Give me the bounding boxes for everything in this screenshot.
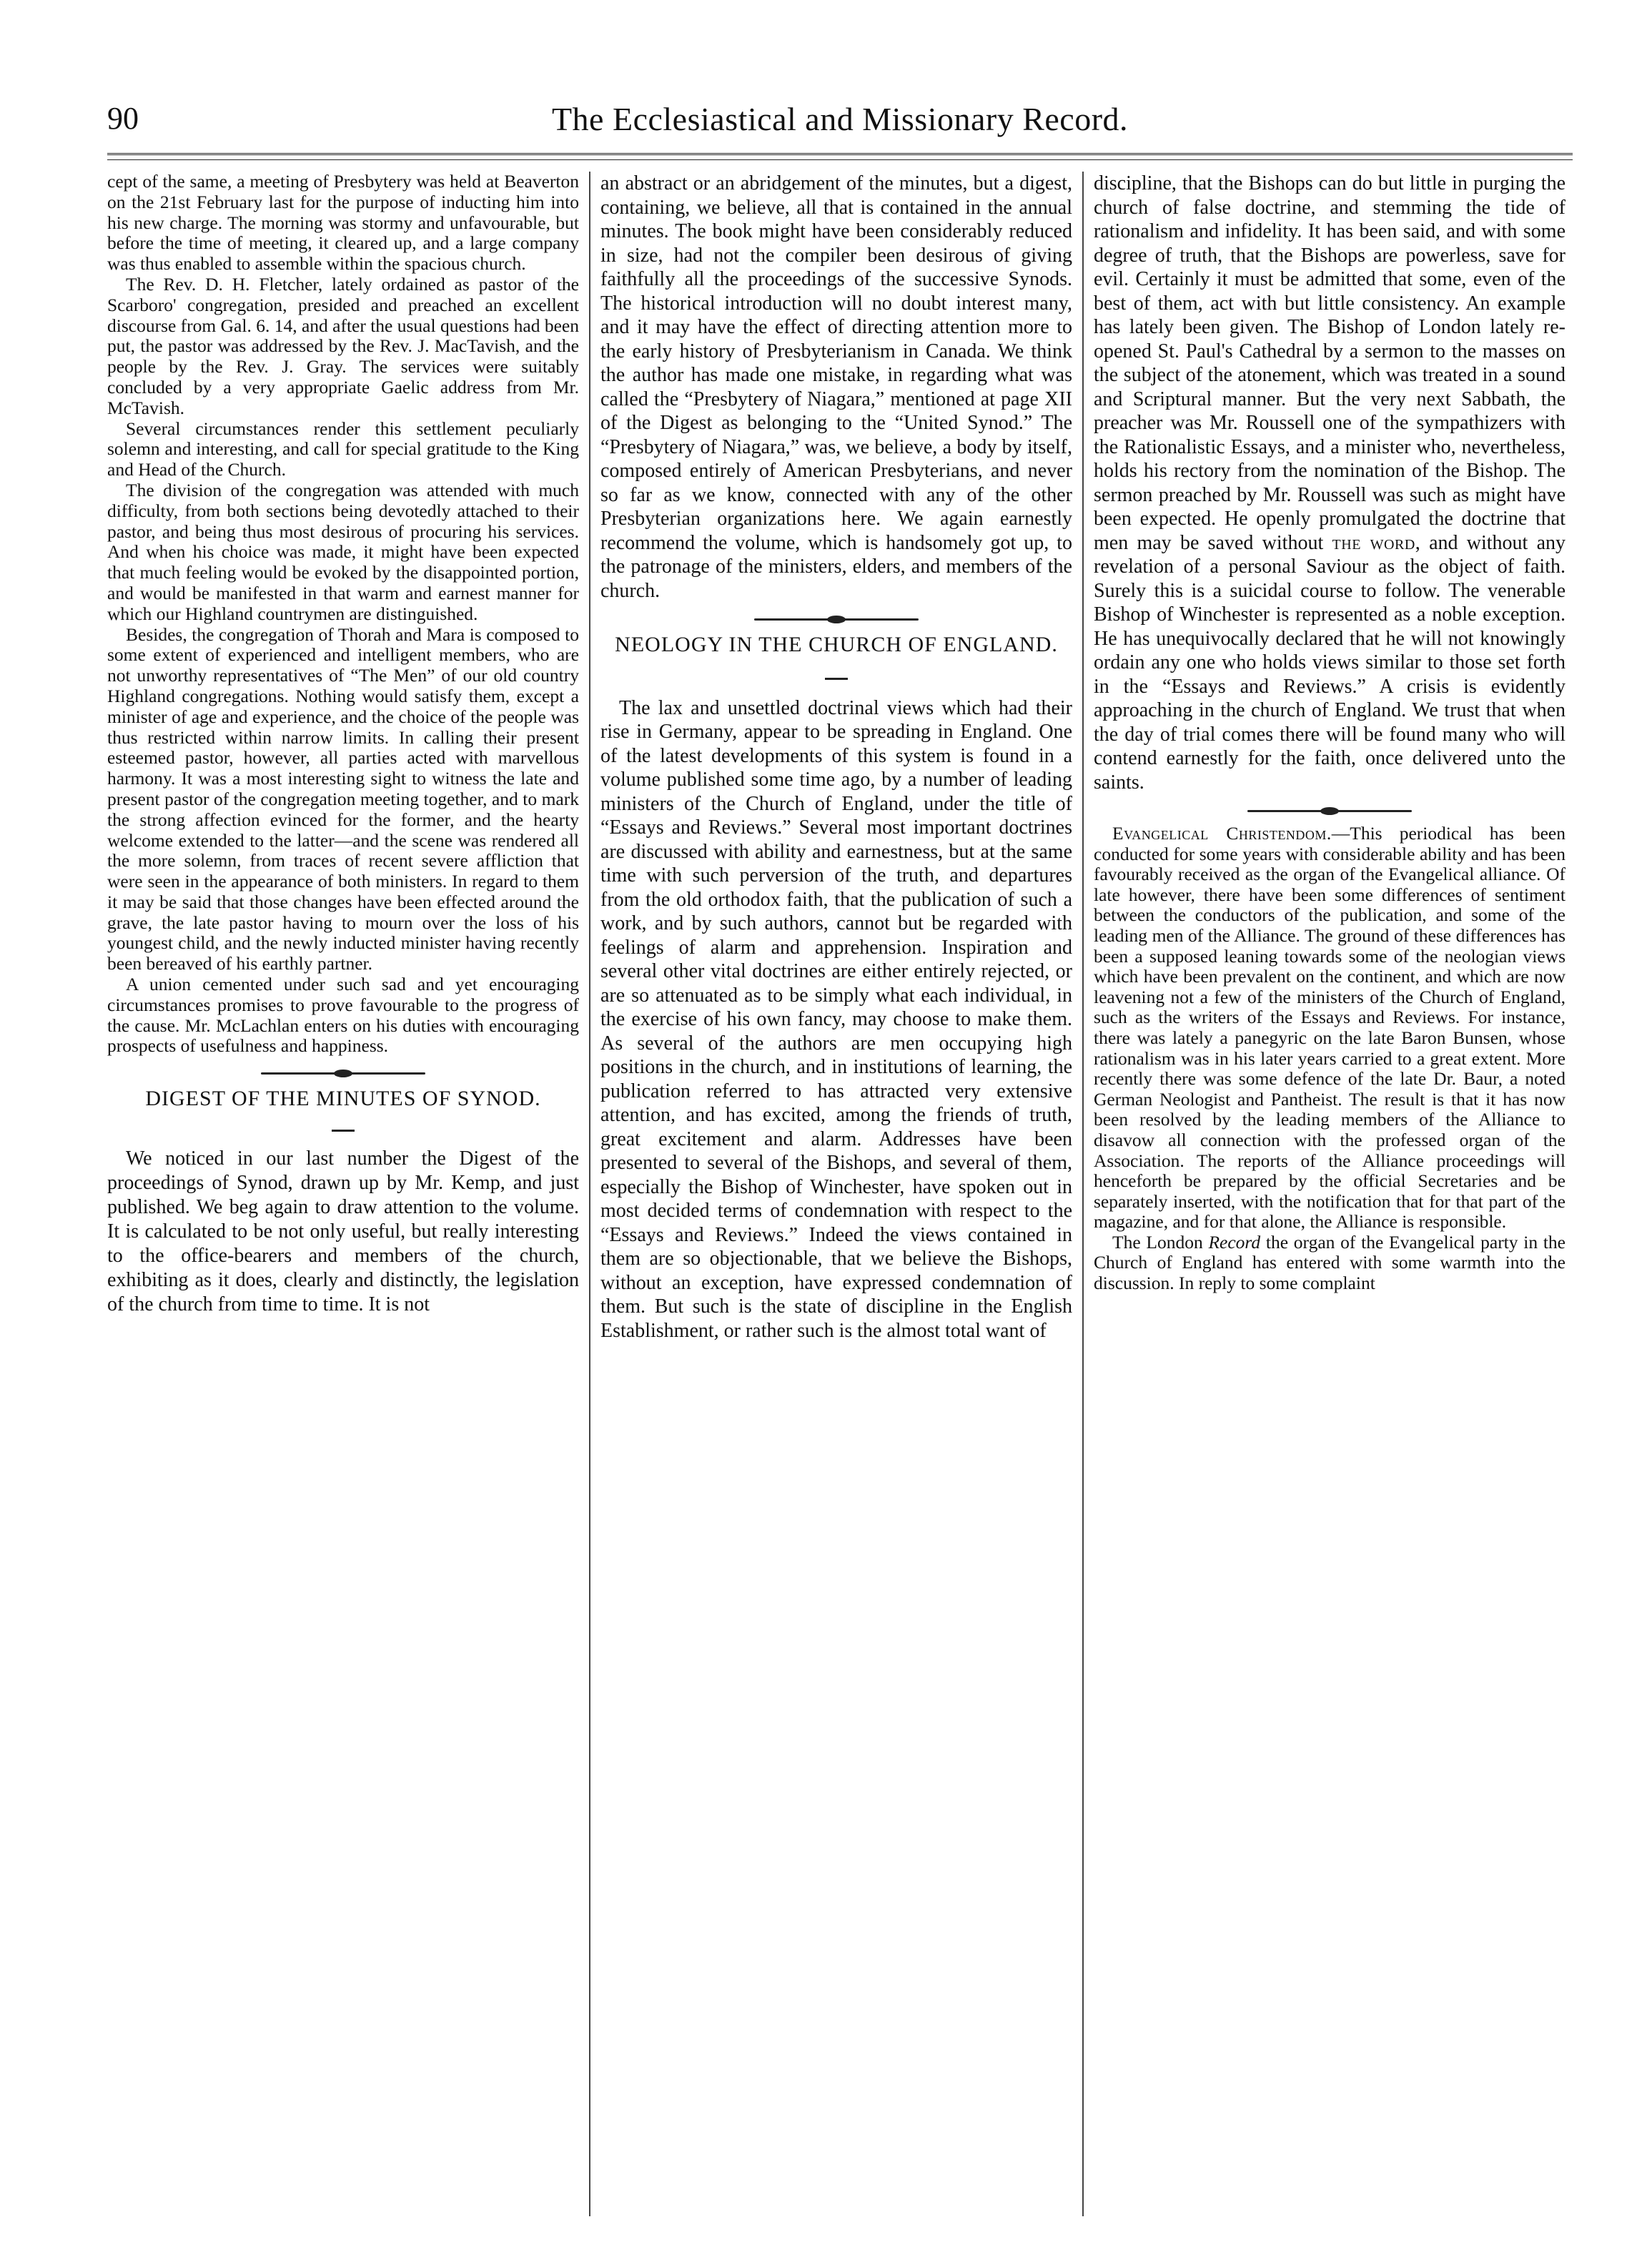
article-heading: NEOLOGY IN THE CHURCH OF ENGLAND. [615,633,1058,656]
paragraph-text: the organ of the Evangelical party in the Church of England has entered with some warmth into the discussion. In reply to some complaint [1094,1231,1566,1294]
paragraph [1094,1233,1566,1294]
column-1 [107,172,589,2216]
text-columns [107,172,1573,2216]
small-caps-phrase: the word [1332,531,1415,554]
column-2 [589,172,1082,2216]
paragraph: cept of the same, a meeting of Presbytery was held at Beaverton on the 21st February last for the purpose of inducting him into his new charge. The morning was stormy and unfavourable, but before the time of meeting, it cleared up, and a large company was thus enabled to assemble within the spacious church. [107,172,579,275]
column-3 [1082,172,1566,2216]
italic-word: Record [1208,1231,1261,1253]
paragraph: The Rev. D. H. Fletcher, lately ordained as pastor of the Scarboro' congregation, presided and preached an excellent discourse from Gal. 6. 14, and after the usual questions had been put, the pastor was addressed by the Rev. J. MacTavish, and the people by the Rev. J. Gray. The services were suitably concluded by a very appropriate Gaelic address from Mr. McTavish. [107,273,579,418]
page-number: 90 [107,101,139,136]
paragraph [1094,824,1566,1233]
paragraph-text: , and without any revelation of a personal Saviour as the object of faith. Surely this is a suicidal course to follow. The venerable Bishop of Winchester is represented as a noble exception. He has unequivocally declared that he will not knowingly ordain any one who holds views similar to those set forth in the “Essays and Reviews.” A crisis is evidently approaching in the church of England. We trust that when the day of trial comes there will be found many who will contend earnestly for the faith, once delivered unto the saints. [1094,531,1566,794]
section-separator [600,618,1072,621]
paragraph: A union cemented under such sad and yet encouraging circumstances promises to prove favourable to the progress of the cause. Mr. McLachlan enters on his duties with encouraging prospects of usefulness and happiness. [107,974,579,1057]
section-separator [107,1072,579,1075]
header-rule [107,153,1573,160]
paragraph: The division of the congregation was attended with much difficulty, from both sections being devotedly attached to their pastor, and being thus most desirous of procuring his services. And when his choice was made, it might have been expected that much feeling would be evoked by the disappointed portion, and would be manifested in that warm and earnest manner for which our Highland countrymen are distinguished. [107,479,579,624]
heading-dash [600,662,1072,686]
paragraph: an abstract or an abridgement of the minutes, but a digest, containing, we believe, all that is contained in the annual minutes. The book might have been considerably reduced in size, had not the compiler been desirous of giving faithfully all the proceedings of the successive Synods. The historical introduction will no doubt interest many, and it may have the effect of directing attention more to the early history of Presbyterianism in Canada. We think the author has made one mistake, in regarding what was called the “Presbytery of Niagara,” mentioned at page XII of the Digest as belonging to the “United Synod.” The “Presbytery of Niagara,” was, we believe, a body by itself, composed entirely of American Presbyterians, and never so far as we know, connected with any of the other Presbyterian organizations here. We again earnestly recommend the volume, which is handsomely got up, to the patronage of the ministers, elders, and members of the church. [600,172,1072,602]
paragraph: We noticed in our last number the Digest of the proceedings of Synod, drawn up by Mr. Kemp, and just published. We beg again to draw attention to the volume. It is calculated to be not only useful, but really interesting to the office-bearers and members of the church, exhibiting as it does, clearly and distinctly, the legislation of the church from time to time. It is not [107,1147,579,1316]
newspaper-page [107,100,1573,1342]
paragraph: Several circumstances render this settlement peculiarly solemn and interesting, and call for special gratitude to the King and Head of the Church. [107,418,579,480]
paragraph-text: —This periodical has been conducted for some years with considerable ability and has been favourably received as the organ of the Evangelical alliance. Of late however, there have been some differences of sentiment between the conductors of the publication, and some of the leading men of the Alliance. The ground of these differences has been a supposed leaning towards some of the neologian views which have been prevalent on the continent, and which are now leavening not a few of the ministers of the Church of England, such as the writers of the Essays and Reviews. For instance, there was lately a panegyric on the late Baron Bunsen, whose rationalism was in his later years carried to a great extent. More recently there was some defence of the late Dr. Baur, a noted German Neologist and Pantheist. The result is that it has now been resolved by the leading members of the Alliance to disavow all connection with the professed organ of the Association. The reports of the Alliance proceedings will henceforth be prepared by the official Secretaries and be separately inserted, with the notification that for that part of the magazine, and for that alone, the Alliance is responsible. [1094,823,1566,1233]
article-heading: DIGEST OF THE MINUTES OF SYNOD. [145,1087,541,1111]
paragraph-text: The London [1112,1231,1203,1253]
paragraph-text: discipline, that the Bishops can do but little in purging the church of false doctrine, and stemming the tide of rationalism and infidelity. It has been said, and with some degree of truth, that the Bishops are powerless, save for evil. Certainly it must be admitted that some, even of the best of them, act with but little consistency. An example has lately been given. The Bishop of London lately re-opened St. Paul's Cathedral by a sermon to the masses on the subject of the atonement, which was treated in a sound and Scriptural manner. But the very next Sabbath, the preacher was Mr. Roussell one of the sympathizers with the Rationalistic Essays, and a minister who, nevertheless, holds his rectory from the nomination of the Bishop. The sermon preached by Mr. Roussell was such as might have been expected. He openly promulgated the doctrine that men may be saved without [1094,172,1566,554]
running-title: The Ecclesiastical and Missionary Record. [551,101,1129,137]
section-separator [1094,810,1566,812]
paragraph [1094,172,1566,794]
heading-dash [107,1116,579,1137]
paragraph: The lax and unsettled doctrinal views which had their rise in Germany, appear to be spreading in England. One of the latest developments of this system is found in a volume published some time ago, by a number of leading ministers of the Church of England, under the title of “Essays and Reviews.” Several most important doctrines are discussed with ability and earnestness, but at the same time with such perversion of the truth, and departures from the old orthodox faith, that the publication of such a work, and by such authors, cannot but be regarded with feelings of alarm and apprehension. Inspiration and several other vital doctrines are either entirely rejected, or are so attenuated as to be simply what each individual, in the exercise of his own fancy, may choose to make them. As several of the authors are men occupying high positions in the church, and in institutions of learning, the publication referred to has attracted very extensive attention, and has excited, among the friends of truth, great excitement and alarm. Addresses have been presented to several of the Bishops, and several of them, especially the Bishop of Winchester, have spoken out in most decided terms of condemnation with respect to the “Essays and Reviews.” Indeed the views contained in them are so objectionable, that we believe the Bishops, without an exception, have expressed condemnation of them. But such is the state of discipline in the English Establishment, or rather such is the almost total want of [600,696,1072,1342]
page-header [107,100,1573,157]
lead-in: Evangelical Christendom. [1112,823,1332,844]
paragraph: Besides, the congregation of Thorah and Mara is composed to some extent of experienced and intelligent members, who are not unworthy representatives of “The Men” of our old country Highland congregations. Nothing would satisfy them, except a minister of age and experience, and the choice of the people was thus restricted within narrow limits. In calling their present esteemed pastor, however, all parties acted with marvellous harmony. It was a most interesting sight to witness the late and present pastor of the congregation meeting together, and to mark the strong affection evinced for the former, and the hearty welcome extended to the latter—and the scene was rendered all the more solemn, from traces of recent severe affliction that were seen in the appearance of both ministers. In regard to them it may be said that those changes have been effected around the grave, the late pastor having to mourn over the loss of his youngest child, and the newly inducted minister having recently been bereaved of his earthly partner. [107,623,579,974]
